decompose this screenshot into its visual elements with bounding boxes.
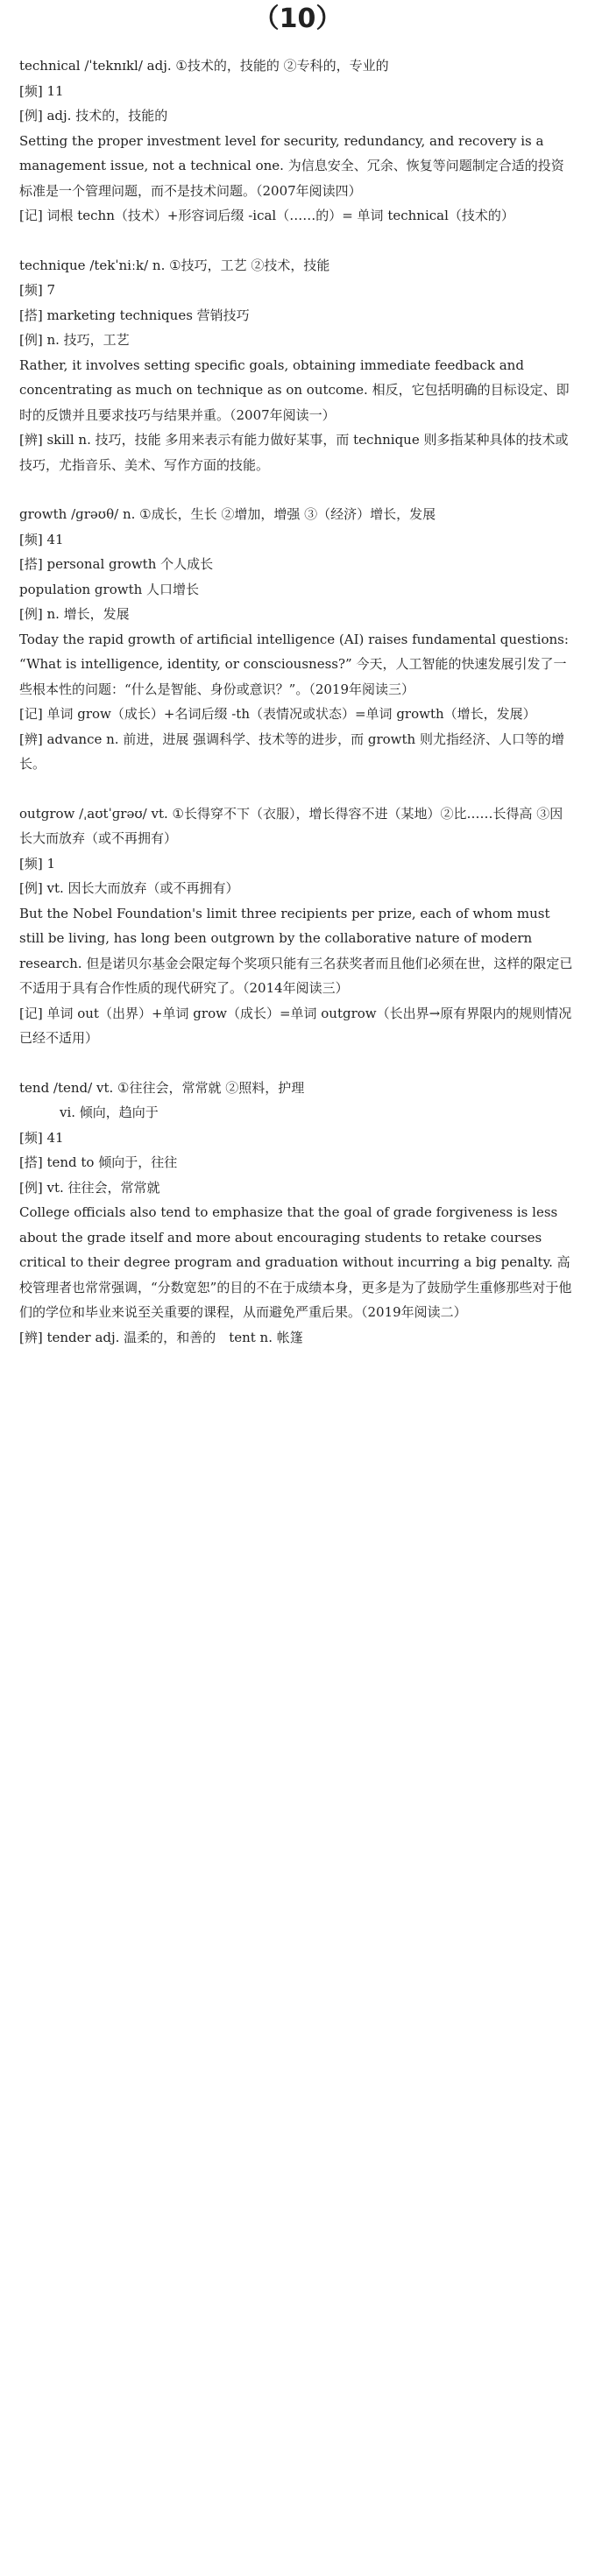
entry-headword: growth /ɡrəʊθ/ n. ①成长，生长 ②增加，增强 ③（经济）增长，发展 bbox=[19, 506, 436, 522]
entry-example-sentence: But the Nobel Foundation's limit three recipients per prize, each of whom must still be living, has long been outgrown by the collaborative nature of modern research. 但是诺贝尔基金会限定每个奖项只能有三名获奖者而且他们必须在世，这样的限定已不适用于具有合作性质的现代研究了。（2014年阅读三） bbox=[19, 905, 573, 996]
entry-secondary-sense: vi. 倾向，趋向于 bbox=[60, 1105, 159, 1120]
entry-memory-tip: [记] 单词 out（出界）+单词 grow（成长）=单词 outgrow（长出界→原有界限内的规则情况已经不适用） bbox=[19, 1005, 572, 1046]
entry-example-label: [例] vt. 因长大而放弃（或不再拥有） bbox=[19, 880, 239, 896]
entry-example-label: [例] adj. 技术的，技能的 bbox=[19, 108, 168, 124]
page-number: （10） bbox=[252, 4, 343, 34]
entry-technical bbox=[19, 53, 576, 229]
entry-technique bbox=[19, 253, 576, 478]
entry-example-sentence: College officials also tend to emphasize that the goal of grade forgiveness is less about the grade itself and more about encouraging students to retake courses critical to their degree program and graduation without incurring a big penalty. 高校管理者也常常强调，“分数宽恕”的目的不在于成绩本身，更多是为了鼓励学生重修那些对于他们的学位和毕业来说至关重要的课程，从而避免严重后果。（2019年阅读二） bbox=[19, 1204, 572, 1320]
entry-distinction: [辨] skill n. 技巧，技能 多用来表示有能力做好某事，而 technique 则多指某种具体的技术或技巧，尤指音乐、美术、写作方面的技能。 bbox=[19, 432, 569, 473]
entry-collocation: [搭] marketing techniques 营销技巧 bbox=[19, 307, 250, 323]
entry-collocation: [搭] personal growth 个人成长 bbox=[19, 556, 214, 572]
entry-frequency: [频] 7 bbox=[19, 282, 56, 298]
entry-frequency: [频] 41 bbox=[19, 531, 64, 547]
entry-example-label: [例] vt. 往往会，常常就 bbox=[19, 1179, 160, 1196]
entry-growth bbox=[19, 502, 576, 777]
entry-memory-tip: [记] 词根 techn（技术）+形容词后缀 -ical（……的）= 单词 technical（技术的） bbox=[19, 208, 514, 223]
entry-frequency: [频] 1 bbox=[19, 855, 56, 872]
entry-example-sentence: Today the rapid growth of artificial intelligence (AI) raises fundamental questions: “What is intelligence, identity, or consciousness?” 今天，人工智能的快速发展引发了一些根本性的问题：“什么是智能、身份或意识？”。（2019年阅读三） bbox=[19, 631, 573, 697]
entry-example-label: [例] n. 技巧，工艺 bbox=[19, 332, 130, 348]
entry-memory-tip: [记] 单词 grow（成长）+名词后缀 -th（表情况或状态）=单词 growth（增长，发展） bbox=[19, 706, 536, 722]
entry-example-sentence: Rather, it involves setting specific goals, obtaining immediate feedback and concentrating as much on technique as on outcome. 相反，它包括明确的目标设定、即时的反馈并且要求技巧与结果并重。（2007年阅读一） bbox=[19, 356, 570, 423]
entry-distinction: [辨] advance n. 前进，进展 强调科学、技术等的进步，而 growth 则尤指经济、人口等的增长。 bbox=[19, 730, 564, 772]
entry-example-sentence: Setting the proper investment level for security, redundancy, and recovery is a management issue, not a technical one. 为信息安全、冗余、恢复等问题制定合适的投资标准是一个管理问题，而不是技术问题。（2007年阅读四） bbox=[19, 132, 564, 199]
entry-frequency: [频] 11 bbox=[19, 82, 64, 99]
entry-headword: technique /tekˈniːk/ n. ①技巧，工艺 ②技术，技能 bbox=[19, 257, 330, 273]
entry-distinction: [辨] tender adj. 温柔的，和善的 tent n. 帐篷 bbox=[19, 1329, 303, 1345]
entry-collocation: population growth 人口增长 bbox=[19, 581, 200, 597]
entry-headword: technical /ˈteknɪkl/ adj. ①技术的，技能的 ②专科的，专业的 bbox=[19, 58, 389, 74]
entry-collocation: [搭] tend to 倾向于，往往 bbox=[19, 1154, 178, 1170]
entry-example-label: [例] n. 增长，发展 bbox=[19, 606, 130, 622]
entry-tend bbox=[19, 1076, 576, 1351]
entry-frequency: [频] 41 bbox=[19, 1129, 64, 1146]
entry-headword: tend /tend/ vt. ①往往会，常常就 ②照料，护理 bbox=[19, 1079, 305, 1096]
entry-headword: outgrow /ˌaʊtˈɡrəʊ/ vt. ①长得穿不下（衣服），增长得容不进（某地）②比……长得高 ③因长大而放弃（或不再拥有） bbox=[19, 805, 563, 846]
entry-outgrow bbox=[19, 801, 576, 1051]
